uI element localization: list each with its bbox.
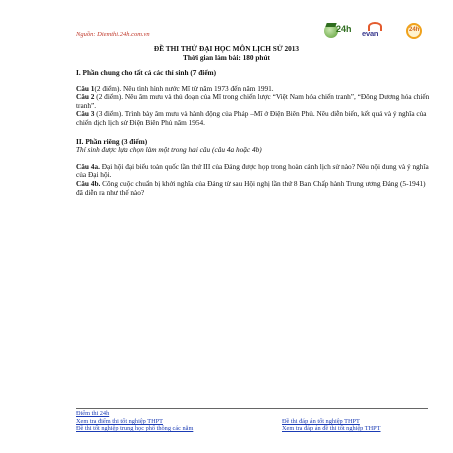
- exam-title: ĐỀ THI THỬ ĐẠI HỌC MÔN LỊCH SỬ 2013: [153, 44, 300, 53]
- source-note: Nguồn: Diemthi.24h.com.vn: [76, 31, 150, 38]
- question-label: Câu 4a.: [76, 161, 100, 171]
- question-2: [76, 93, 432, 110]
- question-4a: [76, 163, 432, 180]
- question-label: Câu 1: [76, 83, 95, 93]
- question-text: Đại hội đại biểu toàn quốc lần thứ III của Đảng được họp trong hoàn cảnh lịch sử nào? Nêu nội dung và ý nghĩa của Đại hội.: [76, 161, 429, 180]
- question-label: Câu 4b.: [76, 178, 101, 188]
- question-text: (3 điểm). Trình bày âm mưu và hành động của Pháp –Mĩ ở Điện Biên Phủ. Nêu diễn biến, kết quả và ý nghĩa của chiến dịch lịch sử Điện Biên Phủ năm 1954.: [76, 109, 427, 127]
- footer-link-tra-dap-an[interactable]: Xem tra đáp án đề thi tốt nghiệp THPT: [282, 425, 381, 432]
- question-label: Câu 3: [76, 109, 95, 119]
- part2-instruction: Thí sinh được lựa chọn làm một trong hai câu (câu 4a hoặc 4b): [76, 145, 262, 155]
- question-3: [76, 110, 432, 127]
- logo-text: evan: [362, 29, 379, 38]
- question-text: Công cuộc chuẩn bị khởi nghĩa của Đảng từ sau Hội nghị lần thứ 8 Ban Chấp hành Trung ương Đảng (5-1941) đã diễn ra như thế nào?: [76, 178, 426, 197]
- footer-link-diem-thi[interactable]: Điểm thi 24h: [76, 410, 110, 417]
- footer-link-de-thi-cac-nam[interactable]: Đề thi tốt nghiệp trung học phổ thông các năm: [76, 425, 194, 432]
- question-text: (2 điểm). Nêu tình hình nước Mĩ từ năm 1973 đến năm 1991.: [94, 83, 274, 93]
- part2-heading: II. Phần riêng (3 điểm): [76, 136, 148, 146]
- footer-link-tra-diem[interactable]: Xem tra điểm thi tốt nghiệp THPT: [76, 418, 163, 425]
- exam-content: [76, 65, 432, 197]
- logo-text: 24h: [409, 27, 420, 33]
- footer-divider: [76, 408, 428, 409]
- logo-text: 24h: [336, 24, 352, 34]
- question-label: Câu 2: [76, 92, 95, 102]
- exam-time: Thời gian làm bài: 180 phút: [183, 53, 270, 62]
- question-text: (2 điểm). Nêu âm mưu và thủ đoạn của Mĩ trong chiến lược “Việt Nam hóa chiến tranh”, “Đông Dương hóa chiến tranh”.: [76, 92, 430, 110]
- evan-logo-icon: [362, 22, 396, 40]
- footer-link-dap-an[interactable]: Đề thi đáp án tốt nghiệp THPT: [282, 418, 360, 425]
- part1-heading: I. Phần chung cho tất cả các thí sinh (7 điểm): [76, 68, 217, 77]
- sun-24h-logo-icon: [406, 22, 428, 40]
- graduation-24h-logo-icon: [324, 22, 352, 40]
- question-4b: [76, 180, 432, 197]
- logo-strip: [324, 20, 428, 42]
- page-header: [76, 20, 428, 42]
